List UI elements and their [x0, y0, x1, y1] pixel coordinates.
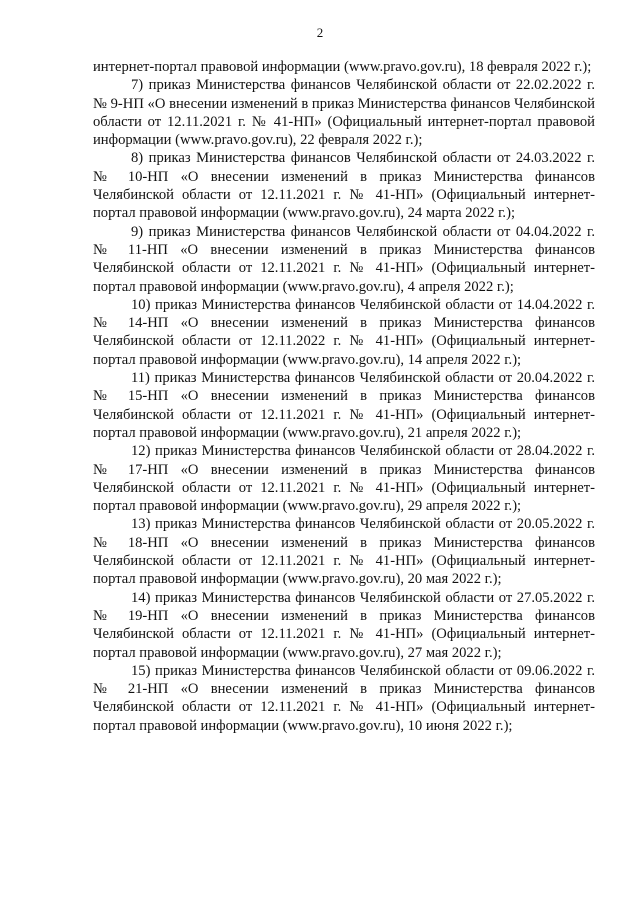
list-item-10: 10) приказ Министерства финансов Челябинской области от 14.04.2022 г. № 14-НП «О внесении изменений в приказ Министерства финансов Челябинской области от 12.11.2022 г. № 41-НП» (Официальный интернет-портал правовой информации (www.pravo.gov.ru), 14 апреля 2022 г.); — [93, 296, 595, 368]
list-item-13: 13) приказ Министерства финансов Челябинской области от 20.05.2022 г. № 18-НП «О внесении изменений в приказ Министерства финансов Челябинской области от 12.11.2021 г. № 41-НП» (Официальный интернет-портал правовой информации (www.pravo.gov.ru), 20 мая 2022 г.); — [93, 516, 595, 588]
page-number: 2 — [316, 25, 324, 40]
list-item-15: 15) приказ Министерства финансов Челябинской области от 09.06.2022 г. № 21-НП «О внесении изменений в приказ Министерства финансов Челябинской области от 12.11.2021 г. № 41-НП» (Официальный интернет-портал правовой информации (www.pravo.gov.ru), 10 июня 2022 г.); — [93, 662, 595, 734]
list-item-14: 14) приказ Министерства финансов Челябинской области от 27.05.2022 г. № 19-НП «О внесении изменений в приказ Министерства финансов Челябинской области от 12.11.2021 г. № 41-НП» (Официальный интернет-портал правовой информации (www.pravo.gov.ru), 27 мая 2022 г.); — [93, 589, 595, 661]
document-body — [93, 58, 595, 735]
list-item-12: 12) приказ Министерства финансов Челябинской области от 28.04.2022 г. № 17-НП «О внесении изменений в приказ Министерства финансов Челябинской области от 12.11.2021 г. № 41-НП» (Официальный интернет-портал правовой информации (www.pravo.gov.ru), 29 апреля 2022 г.); — [93, 443, 595, 515]
list-item-7: 7) приказ Министерства финансов Челябинской области от 22.02.2022 г. № 9-НП «О внесении изменений в приказ Министерства финансов Челябинской области от 12.11.2021 г. № 41-НП» (Официальный интернет-портал правовой информации (www.pravo.gov.ru), 22 февраля 2022 г.); — [93, 77, 595, 149]
list-item-9: 9) приказ Министерства финансов Челябинской области от 04.04.2022 г. № 11-НП «О внесении изменений в приказ Министерства финансов Челябинской области от 12.11.2021 г. № 41-НП» (Официальный интернет-портал правовой информации (www.pravo.gov.ru), 4 апреля 2022 г.); — [93, 223, 595, 295]
list-item-8: 8) приказ Министерства финансов Челябинской области от 24.03.2022 г. № 10-НП «О внесении изменений в приказ Министерства финансов Челябинской области от 12.11.2021 г. № 41-НП» (Официальный интернет-портал правовой информации (www.pravo.gov.ru), 24 марта 2022 г.); — [93, 150, 595, 222]
paragraph-continuation: интернет-портал правовой информации (www.pravo.gov.ru), 18 февраля 2022 г.); — [93, 59, 592, 75]
list-item-11: 11) приказ Министерства финансов Челябинской области от 20.04.2022 г. № 15-НП «О внесении изменений в приказ Министерства финансов Челябинской области от 12.11.2021 г. № 41-НП» (Официальный интернет-портал правовой информации (www.pravo.gov.ru), 21 апреля 2022 г.); — [93, 370, 595, 441]
